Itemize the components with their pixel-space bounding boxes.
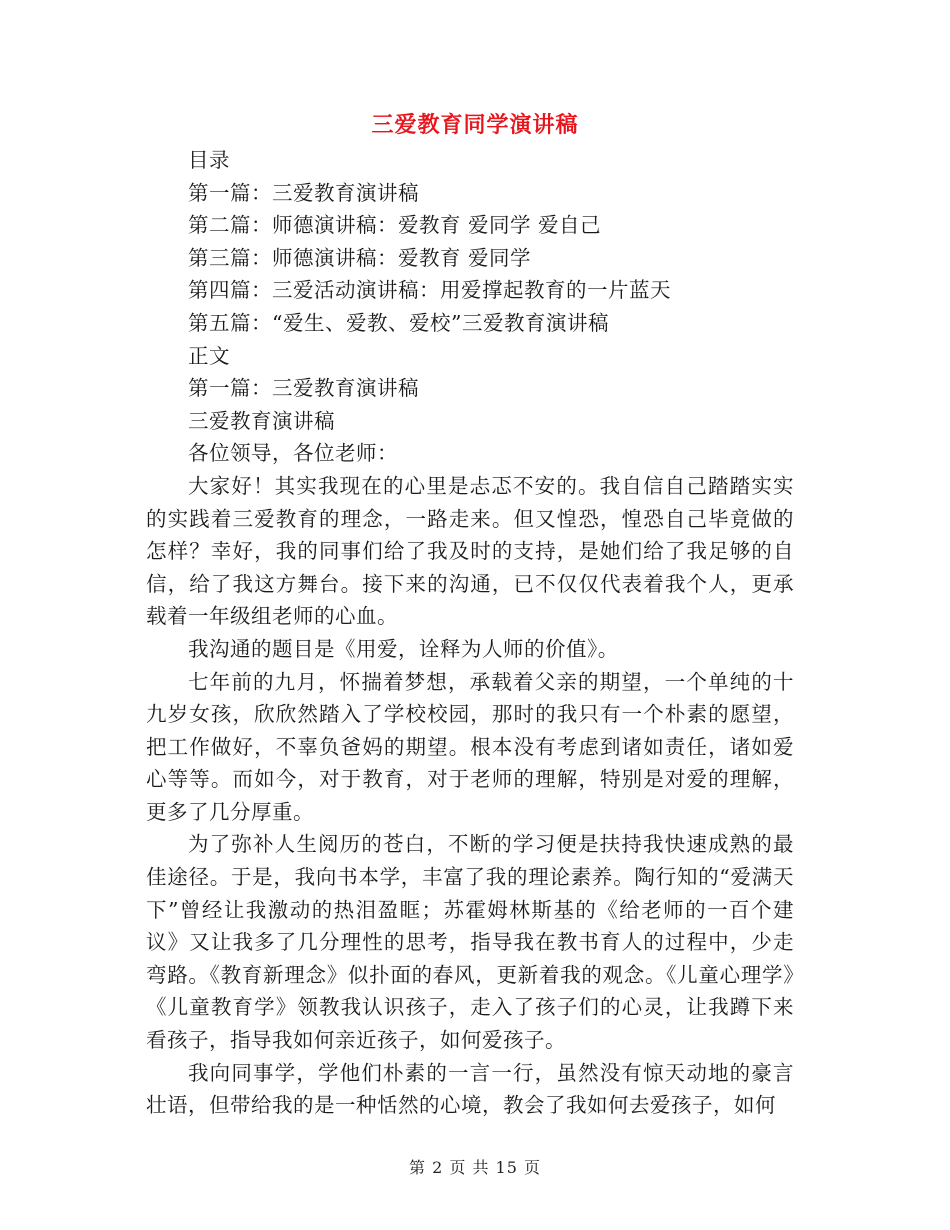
paragraph: 我向同事学，学他们朴素的一言一行，虽然没有惊天动地的豪言壮语，但带给我的是一种恬然的心境，教会了我如何去爱孩子，如何: [146, 1060, 794, 1118]
section-heading: 第一篇：三爱教育演讲稿: [188, 376, 419, 401]
paragraph: 七年前的九月，怀揣着梦想，承载着父亲的期望，一个单纯的十九岁女孩，欣欣然踏入了学校校园，那时的我只有一个朴素的愿望，把工作做好，不辜负爸妈的期望。根本没有考虑到诸如责任，诸如爱心等等。而如今，对于教育，对于老师的理解，特别是对爱的理解，更多了几分厚重。: [146, 669, 794, 824]
toc-item: 第四篇：三爱活动演讲稿：用爱撑起教育的一片蓝天: [188, 278, 671, 303]
toc-item: 第二篇：师德演讲稿：爱教育 爱同学 爱自己: [188, 213, 602, 238]
speech-title: 三爱教育演讲稿: [188, 408, 335, 433]
page-number: 第 2 页 共 15 页: [409, 1158, 541, 1177]
paragraph: 大家好！其实我现在的心里是忐忑不安的。我自信自己踏踏实实的实践着三爱教育的理念，一路走来。但又惶恐，惶恐自己毕竟做的怎样？幸好，我的同事们给了我及时的支持，是她们给了我足够的自信，给了我这方舞台。接下来的沟通，已不仅仅代表着我个人，更承载着一年级组老师的心血。: [146, 473, 794, 629]
body-heading: 正文: [188, 343, 230, 368]
document-title: 三爱教育同学演讲稿: [371, 113, 579, 138]
toc-heading: 目录: [188, 148, 230, 172]
greeting: 各位领导，各位老师：: [188, 441, 398, 466]
toc-item: 第三篇：师德演讲稿：爱教育 爱同学: [188, 245, 532, 270]
paragraph: 我沟通的题目是《用爱，诠释为人师的价值》。: [188, 636, 619, 661]
paragraph: 为了弥补人生阅历的苍白，不断的学习便是扶持我快速成熟的最佳途径。于是，我向书本学，丰富了我的理论素养。陶行知的“爱满天下”曾经让我激动的热泪盈眶；苏霍姆林斯基的《给老师的一百个建议》又让我多了几分理性的思考，指导我在教书育人的过程中，少走弯路。《教育新理念》似扑面的春风，更新着我的观念。《儿童心理学》《儿童教育学》领教我认识孩子，走入了孩子们的心灵，让我蹲下来看孩子，指导我如何亲近孩子，如何爱孩子。: [146, 832, 794, 1053]
toc-item: 第一篇：三爱教育演讲稿: [188, 180, 419, 205]
document-body: [146, 144, 794, 1122]
toc-item: 第五篇：“爱生、爱教、爱校”三爱教育演讲稿: [188, 310, 609, 335]
